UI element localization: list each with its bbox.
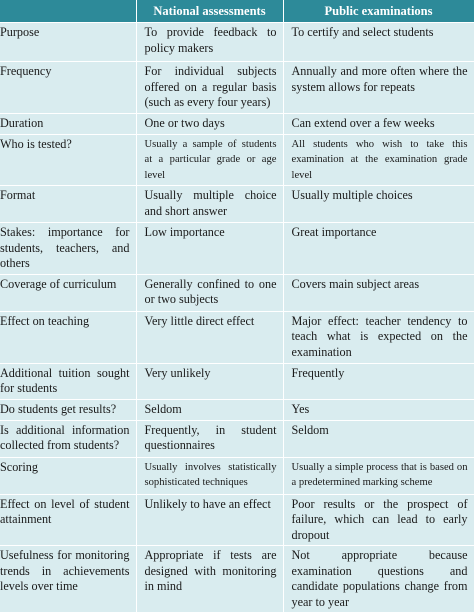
public-cell: Great importance <box>283 223 474 275</box>
public-cell: To certify and select students <box>283 23 474 62</box>
table-row <box>0 23 474 62</box>
national-cell: For individual subjects offered on a regular basis (such as every four years) <box>136 62 283 114</box>
row-label: Purpose <box>0 23 136 62</box>
national-cell: To provide feedback to policy makers <box>136 23 283 62</box>
table-row <box>0 134 474 186</box>
public-cell: Not appropriate because examination questions and candidate populations change from year to year <box>283 546 474 613</box>
national-cell: Usually involves statistically sophisticated techniques <box>136 457 283 494</box>
national-cell: Frequently, in student questionnaires <box>136 420 283 457</box>
national-cell: Unlikely to have an effect <box>136 494 283 546</box>
table-row <box>0 186 474 223</box>
row-label: Who is tested? <box>0 134 136 186</box>
header-row <box>0 0 474 23</box>
row-label: Format <box>0 186 136 223</box>
table-row <box>0 274 474 311</box>
row-label: Effect on level of student attainment <box>0 494 136 546</box>
national-cell: Usually a sample of students at a particular grade or age level <box>136 134 283 186</box>
table-row <box>0 399 474 420</box>
public-cell: Covers main subject areas <box>283 274 474 311</box>
national-cell: Very little direct effect <box>136 311 283 363</box>
public-cell: Usually a simple process that is based on a predetermined marking scheme <box>283 457 474 494</box>
header-national-assessments: National assessments <box>136 0 283 23</box>
row-label: Additional tuition sought for students <box>0 363 136 399</box>
public-cell: Annually and more often where the system allows for repeats <box>283 62 474 114</box>
row-label: Effect on teaching <box>0 311 136 363</box>
national-cell: Usually multiple choice and short answer <box>136 186 283 223</box>
table-row <box>0 62 474 114</box>
row-label: Do students get results? <box>0 399 136 420</box>
table-row <box>0 113 474 134</box>
row-label: Scoring <box>0 457 136 494</box>
header-blank <box>0 0 136 23</box>
public-cell: Major effect: teacher tendency to teach what is expected on the examination <box>283 311 474 363</box>
table-row <box>0 457 474 494</box>
public-cell: All students who wish to take this examination at the examination grade level <box>283 134 474 186</box>
table-row <box>0 546 474 613</box>
table-row <box>0 223 474 275</box>
national-cell: Very unlikely <box>136 363 283 399</box>
public-cell: Usually multiple choices <box>283 186 474 223</box>
public-cell: Can extend over a few weeks <box>283 113 474 134</box>
public-cell: Yes <box>283 399 474 420</box>
table-row <box>0 420 474 457</box>
table-row <box>0 494 474 546</box>
national-cell: Low importance <box>136 223 283 275</box>
public-cell: Frequently <box>283 363 474 399</box>
public-cell: Seldom <box>283 420 474 457</box>
national-cell: Generally confined to one or two subjects <box>136 274 283 311</box>
national-cell: Appropriate if tests are designed with monitoring in mind <box>136 546 283 613</box>
row-label: Frequency <box>0 62 136 114</box>
table-row <box>0 311 474 363</box>
row-label: Is additional information collected from students? <box>0 420 136 457</box>
public-cell: Poor results or the prospect of failure, which can lead to early dropout <box>283 494 474 546</box>
national-cell: One or two days <box>136 113 283 134</box>
row-label: Stakes: importance for students, teachers, and others <box>0 223 136 275</box>
row-label: Usefulness for monitoring trends in achievements levels over time <box>0 546 136 613</box>
table-row <box>0 363 474 399</box>
national-cell: Seldom <box>136 399 283 420</box>
header-public-examinations: Public examinations <box>283 0 474 23</box>
row-label: Duration <box>0 113 136 134</box>
row-label: Coverage of curriculum <box>0 274 136 311</box>
